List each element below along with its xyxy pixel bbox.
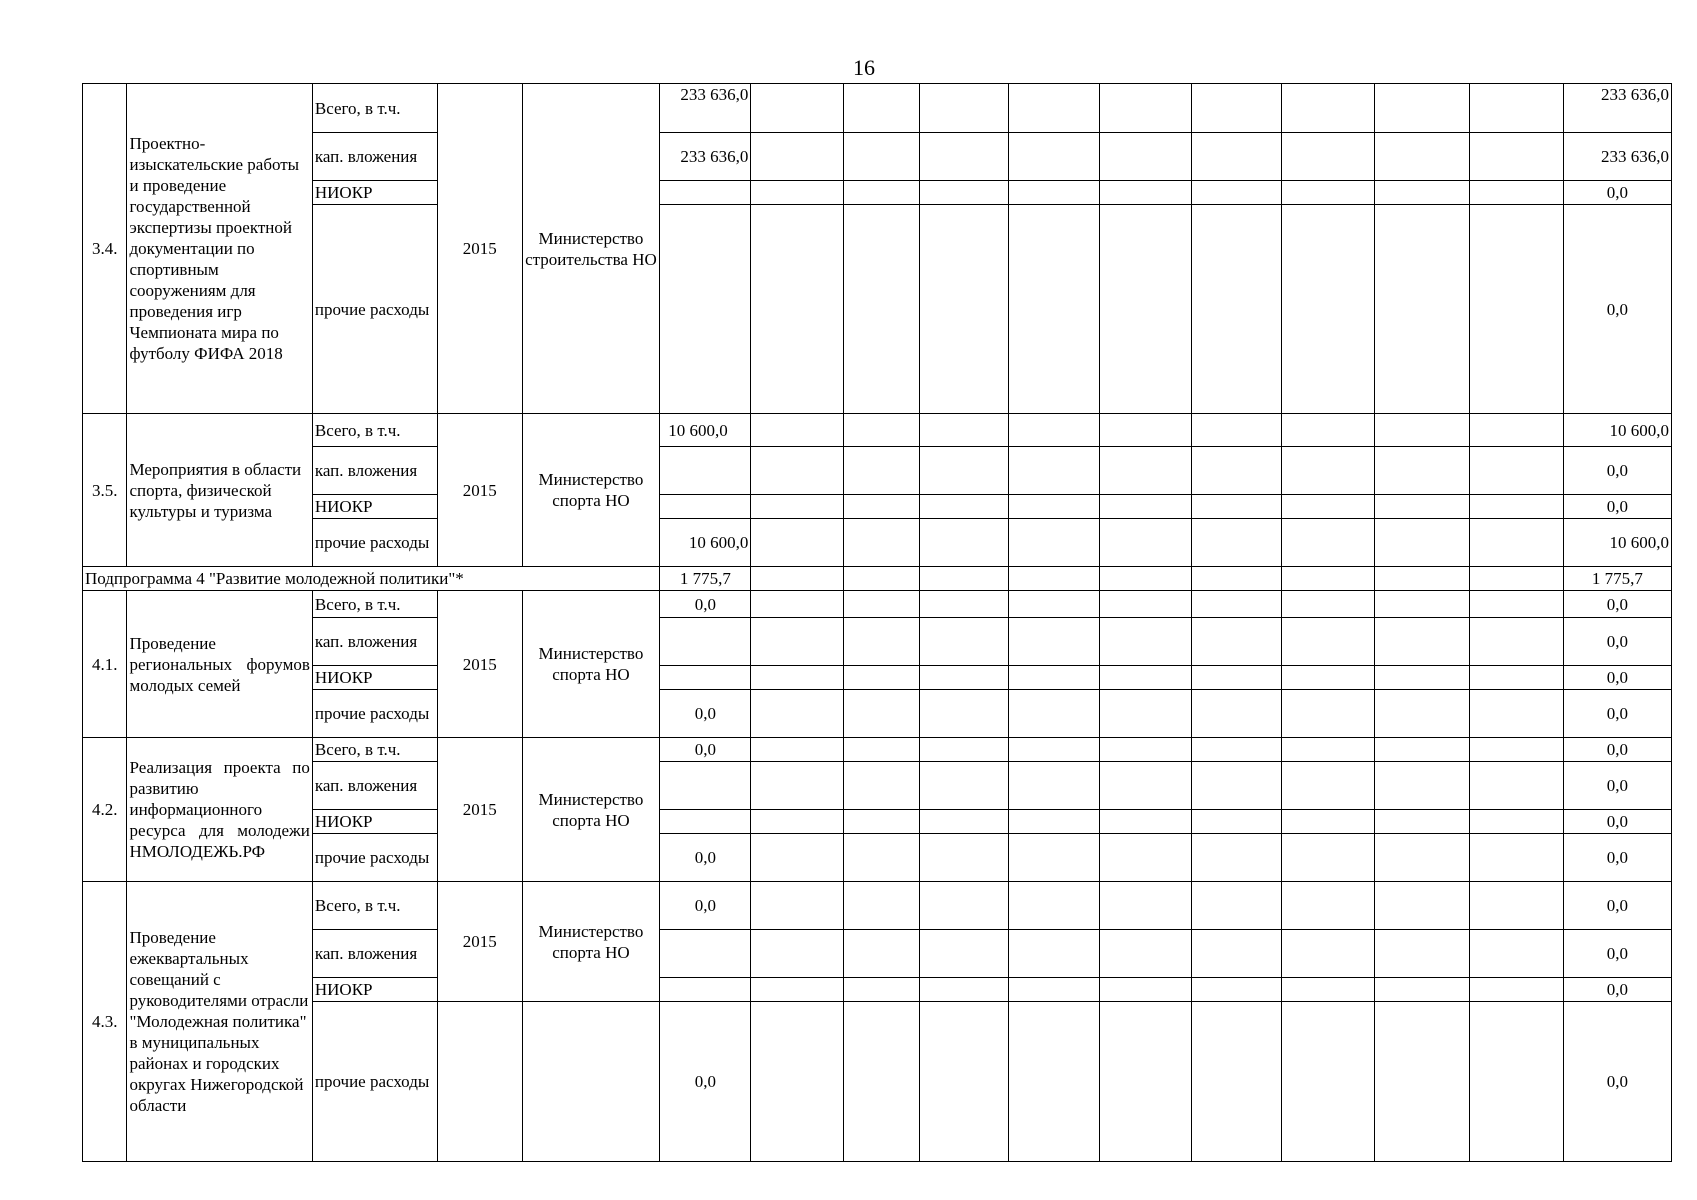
empty-cell xyxy=(1375,762,1469,810)
empty-cell xyxy=(660,930,751,978)
empty-cell xyxy=(1469,447,1563,495)
empty-cell xyxy=(660,762,751,810)
value-cell: 1 775,7 xyxy=(660,567,751,591)
empty-cell xyxy=(1469,762,1563,810)
year: 2015 xyxy=(437,738,522,882)
empty-cell xyxy=(1469,181,1563,205)
empty-cell xyxy=(1008,567,1099,591)
empty-cell xyxy=(1008,1002,1099,1162)
total-cell: 0,0 xyxy=(1563,618,1671,666)
empty-cell xyxy=(1282,930,1375,978)
empty-cell xyxy=(1282,519,1375,567)
empty-cell xyxy=(1008,84,1099,133)
empty-cell xyxy=(660,666,751,690)
empty-cell xyxy=(1099,810,1191,834)
empty-cell xyxy=(1008,882,1099,930)
total-cell: 233 636,0 xyxy=(1563,133,1671,181)
empty-cell xyxy=(1192,495,1282,519)
empty-cell xyxy=(1008,738,1099,762)
empty-cell xyxy=(1282,762,1375,810)
empty-cell xyxy=(843,567,919,591)
total-cell: 10 600,0 xyxy=(1563,519,1671,567)
empty-cell xyxy=(1282,591,1375,618)
empty-cell xyxy=(1192,618,1282,666)
table-row xyxy=(83,447,1672,495)
empty-cell xyxy=(1375,738,1469,762)
empty-cell xyxy=(1282,567,1375,591)
row-number: 4.1. xyxy=(83,591,127,738)
empty-cell xyxy=(751,447,843,495)
empty-cell xyxy=(843,414,919,447)
empty-cell xyxy=(1469,205,1563,414)
empty-cell xyxy=(1469,666,1563,690)
empty-cell xyxy=(660,447,751,495)
empty-cell xyxy=(1375,666,1469,690)
row-type-capital: кап. вложения xyxy=(312,618,437,666)
empty-cell xyxy=(1375,181,1469,205)
total-cell: 0,0 xyxy=(1563,834,1671,882)
empty-cell xyxy=(1282,205,1375,414)
row-type-capital: кап. вложения xyxy=(312,447,437,495)
value-cell: 10 600,0 xyxy=(660,519,751,567)
table-row xyxy=(83,978,1672,1002)
table-row xyxy=(83,591,1672,618)
empty-cell xyxy=(1282,84,1375,133)
empty-cell xyxy=(1192,810,1282,834)
empty-cell xyxy=(1282,978,1375,1002)
total-cell: 1 775,7 xyxy=(1563,567,1671,591)
empty-cell xyxy=(919,205,1008,414)
empty-cell xyxy=(843,618,919,666)
empty-cell xyxy=(1099,567,1191,591)
empty-cell xyxy=(919,618,1008,666)
empty-cell xyxy=(1008,591,1099,618)
empty-cell xyxy=(1008,414,1099,447)
empty-cell xyxy=(751,591,843,618)
empty-cell xyxy=(660,618,751,666)
empty-cell xyxy=(1282,1002,1375,1162)
empty-cell xyxy=(843,205,919,414)
table-row xyxy=(83,181,1672,205)
empty-cell xyxy=(1282,834,1375,882)
total-cell: 0,0 xyxy=(1563,1002,1671,1162)
empty-cell xyxy=(751,495,843,519)
value-cell: 0,0 xyxy=(660,1002,751,1162)
empty-cell xyxy=(1375,690,1469,738)
total-cell: 0,0 xyxy=(1563,978,1671,1002)
empty-cell xyxy=(660,495,751,519)
empty-cell xyxy=(1375,495,1469,519)
empty-cell xyxy=(1099,519,1191,567)
value-cell: 10 600,0 xyxy=(660,414,751,447)
empty-cell xyxy=(843,834,919,882)
empty-cell xyxy=(1469,810,1563,834)
executor: Министерство спорта НО xyxy=(522,882,660,1002)
empty-cell xyxy=(919,181,1008,205)
table-row xyxy=(83,690,1672,738)
empty-cell xyxy=(843,810,919,834)
total-cell: 0,0 xyxy=(1563,495,1671,519)
total-cell: 0,0 xyxy=(1563,762,1671,810)
empty-cell xyxy=(1469,1002,1563,1162)
empty-cell xyxy=(751,690,843,738)
empty-cell xyxy=(1099,930,1191,978)
empty-cell xyxy=(1469,495,1563,519)
table-row xyxy=(83,762,1672,810)
empty-cell xyxy=(843,1002,919,1162)
subprogram-title: Подпрограмма 4 "Развитие молодежной политики"* xyxy=(83,567,660,591)
empty-cell xyxy=(1469,519,1563,567)
total-cell: 0,0 xyxy=(1563,205,1671,414)
empty-cell xyxy=(1008,618,1099,666)
empty-cell xyxy=(919,414,1008,447)
empty-cell xyxy=(1192,519,1282,567)
empty-cell xyxy=(1375,519,1469,567)
empty-cell xyxy=(1282,810,1375,834)
empty-cell xyxy=(843,666,919,690)
empty-cell xyxy=(843,762,919,810)
row-type-capital: кап. вложения xyxy=(312,762,437,810)
row-number: 3.5. xyxy=(83,414,127,567)
empty-cell xyxy=(1192,1002,1282,1162)
table-row xyxy=(83,1002,1672,1162)
empty-cell xyxy=(919,591,1008,618)
empty-cell xyxy=(1099,591,1191,618)
empty-cell xyxy=(1099,666,1191,690)
empty-cell xyxy=(919,495,1008,519)
total-cell: 10 600,0 xyxy=(1563,414,1671,447)
measure-name: Мероприятия в области спорта, физической культуры и туризма xyxy=(127,414,312,567)
empty-cell xyxy=(751,1002,843,1162)
total-cell: 0,0 xyxy=(1563,882,1671,930)
empty-cell xyxy=(919,84,1008,133)
empty-cell xyxy=(1099,205,1191,414)
total-cell: 233 636,0 xyxy=(1563,84,1671,133)
row-type-other: прочие расходы xyxy=(312,205,437,414)
total-cell: 0,0 xyxy=(1563,666,1671,690)
measure-name: Проектно-изыскательские работы и проведение государственной экспертизы проектной документации по спортивным сооружениям для проведения игр Чемпионата мира по футболу ФИФА 2018 xyxy=(127,84,312,414)
row-number: 4.3. xyxy=(83,882,127,1162)
total-cell: 0,0 xyxy=(1563,690,1671,738)
empty-cell xyxy=(751,834,843,882)
empty-cell xyxy=(1099,495,1191,519)
empty-cell xyxy=(1192,738,1282,762)
measure-name: Реализация проекта по развитию информационного ресурса для молодежи НМОЛОДЕЖЬ.РФ xyxy=(127,738,312,882)
value-cell: 0,0 xyxy=(660,882,751,930)
executor: Министерство спорта НО xyxy=(522,591,660,738)
table-row xyxy=(83,519,1672,567)
empty-cell xyxy=(751,882,843,930)
empty-cell xyxy=(751,666,843,690)
empty-cell xyxy=(843,738,919,762)
empty-cell xyxy=(1375,810,1469,834)
empty-cell xyxy=(919,810,1008,834)
executor: Министерство строительства НО xyxy=(522,84,660,414)
empty-cell xyxy=(1099,834,1191,882)
empty-cell xyxy=(843,930,919,978)
table-row xyxy=(83,414,1672,447)
empty-cell xyxy=(1099,84,1191,133)
empty-cell xyxy=(1469,591,1563,618)
empty-cell xyxy=(1008,133,1099,181)
table-row xyxy=(83,834,1672,882)
empty-cell xyxy=(437,1002,522,1162)
empty-cell xyxy=(1192,447,1282,495)
row-type-other: прочие расходы xyxy=(312,690,437,738)
table-row xyxy=(83,84,1672,133)
empty-cell xyxy=(843,519,919,567)
empty-cell xyxy=(1099,738,1191,762)
empty-cell xyxy=(1099,181,1191,205)
empty-cell xyxy=(1192,591,1282,618)
empty-cell xyxy=(1469,930,1563,978)
total-cell: 0,0 xyxy=(1563,738,1671,762)
empty-cell xyxy=(919,882,1008,930)
empty-cell xyxy=(1192,666,1282,690)
row-type-niokr: НИОКР xyxy=(312,978,437,1002)
row-type-niokr: НИОКР xyxy=(312,666,437,690)
empty-cell xyxy=(1375,834,1469,882)
empty-cell xyxy=(751,618,843,666)
empty-cell xyxy=(843,690,919,738)
row-type-niokr: НИОКР xyxy=(312,181,437,205)
empty-cell xyxy=(1099,618,1191,666)
empty-cell xyxy=(751,205,843,414)
empty-cell xyxy=(1375,414,1469,447)
year: 2015 xyxy=(437,84,522,414)
value-cell: 0,0 xyxy=(660,690,751,738)
executor: Министерство спорта НО xyxy=(522,738,660,882)
empty-cell xyxy=(1099,978,1191,1002)
empty-cell xyxy=(1375,567,1469,591)
empty-cell xyxy=(1375,447,1469,495)
total-cell: 0,0 xyxy=(1563,930,1671,978)
empty-cell xyxy=(751,414,843,447)
row-type-all: Всего, в т.ч. xyxy=(312,591,437,618)
empty-cell xyxy=(1008,834,1099,882)
empty-cell xyxy=(1469,84,1563,133)
empty-cell xyxy=(1469,690,1563,738)
empty-cell xyxy=(1008,447,1099,495)
empty-cell xyxy=(1192,930,1282,978)
empty-cell xyxy=(1469,834,1563,882)
executor: Министерство спорта НО xyxy=(522,414,660,567)
row-type-niokr: НИОКР xyxy=(312,495,437,519)
empty-cell xyxy=(1469,414,1563,447)
empty-cell xyxy=(1192,834,1282,882)
table-row xyxy=(83,133,1672,181)
row-number: 4.2. xyxy=(83,738,127,882)
empty-cell xyxy=(1375,618,1469,666)
year: 2015 xyxy=(437,414,522,567)
total-cell: 0,0 xyxy=(1563,447,1671,495)
value-cell: 0,0 xyxy=(660,591,751,618)
empty-cell xyxy=(1282,414,1375,447)
empty-cell xyxy=(1282,133,1375,181)
row-type-capital: кап. вложения xyxy=(312,133,437,181)
table-row xyxy=(83,495,1672,519)
empty-cell xyxy=(751,181,843,205)
empty-cell xyxy=(1375,978,1469,1002)
empty-cell xyxy=(919,834,1008,882)
year: 2015 xyxy=(437,591,522,738)
empty-cell xyxy=(1099,414,1191,447)
budget-table xyxy=(82,83,1672,1162)
empty-cell xyxy=(1375,882,1469,930)
table-row xyxy=(83,738,1672,762)
empty-cell xyxy=(751,519,843,567)
empty-cell xyxy=(751,84,843,133)
table-row xyxy=(83,810,1672,834)
empty-cell xyxy=(1192,205,1282,414)
total-cell: 0,0 xyxy=(1563,591,1671,618)
empty-cell xyxy=(1099,762,1191,810)
row-type-other: прочие расходы xyxy=(312,1002,437,1162)
empty-cell xyxy=(1282,882,1375,930)
empty-cell xyxy=(751,762,843,810)
empty-cell xyxy=(1282,738,1375,762)
empty-cell xyxy=(1008,666,1099,690)
empty-cell xyxy=(843,181,919,205)
empty-cell xyxy=(843,495,919,519)
empty-cell xyxy=(843,882,919,930)
empty-cell xyxy=(751,567,843,591)
measure-name: Проведение ежеквартальных совещаний с руководителями отрасли "Молодежная политика" в муниципальных районах и городских округах Нижегородской области xyxy=(127,882,312,1162)
total-cell: 0,0 xyxy=(1563,810,1671,834)
empty-cell xyxy=(660,205,751,414)
table-row xyxy=(83,666,1672,690)
empty-cell xyxy=(1375,84,1469,133)
empty-cell xyxy=(919,738,1008,762)
row-type-all: Всего, в т.ч. xyxy=(312,882,437,930)
empty-cell xyxy=(751,738,843,762)
empty-cell xyxy=(1099,447,1191,495)
empty-cell xyxy=(1099,882,1191,930)
empty-cell xyxy=(1469,978,1563,1002)
empty-cell xyxy=(919,690,1008,738)
empty-cell xyxy=(1375,930,1469,978)
page-number: 16 xyxy=(853,55,875,80)
empty-cell xyxy=(1282,690,1375,738)
table-row xyxy=(83,205,1672,414)
empty-cell xyxy=(919,567,1008,591)
row-type-all: Всего, в т.ч. xyxy=(312,414,437,447)
empty-cell xyxy=(1192,133,1282,181)
empty-cell xyxy=(843,591,919,618)
row-type-all: Всего, в т.ч. xyxy=(312,84,437,133)
row-type-all: Всего, в т.ч. xyxy=(312,738,437,762)
empty-cell xyxy=(1192,567,1282,591)
empty-cell xyxy=(1008,495,1099,519)
value-cell: 233 636,0 xyxy=(660,84,751,133)
empty-cell xyxy=(1008,205,1099,414)
row-type-other: прочие расходы xyxy=(312,519,437,567)
empty-cell xyxy=(660,978,751,1002)
empty-cell xyxy=(1099,690,1191,738)
empty-cell xyxy=(1192,762,1282,810)
value-cell: 233 636,0 xyxy=(660,133,751,181)
empty-cell xyxy=(1469,618,1563,666)
empty-cell xyxy=(1282,666,1375,690)
year: 2015 xyxy=(437,882,522,1002)
empty-cell xyxy=(1192,690,1282,738)
row-type-other: прочие расходы xyxy=(312,834,437,882)
empty-cell xyxy=(1192,84,1282,133)
empty-cell xyxy=(1282,495,1375,519)
measure-name: Проведение региональных форумов молодых семей xyxy=(127,591,312,738)
empty-cell xyxy=(1282,618,1375,666)
empty-cell xyxy=(1469,882,1563,930)
empty-cell xyxy=(919,133,1008,181)
total-cell: 0,0 xyxy=(1563,181,1671,205)
empty-cell xyxy=(1008,810,1099,834)
subprogram-row xyxy=(83,567,1672,591)
empty-cell xyxy=(751,930,843,978)
empty-cell xyxy=(751,133,843,181)
empty-cell xyxy=(843,133,919,181)
empty-cell xyxy=(919,762,1008,810)
table-row xyxy=(83,882,1672,930)
empty-cell xyxy=(522,1002,660,1162)
empty-cell xyxy=(1282,447,1375,495)
table-row xyxy=(83,618,1672,666)
empty-cell xyxy=(751,810,843,834)
value-cell: 0,0 xyxy=(660,834,751,882)
empty-cell xyxy=(1282,181,1375,205)
empty-cell xyxy=(1008,930,1099,978)
row-type-niokr: НИОКР xyxy=(312,810,437,834)
empty-cell xyxy=(1192,181,1282,205)
empty-cell xyxy=(1375,1002,1469,1162)
empty-cell xyxy=(919,519,1008,567)
empty-cell xyxy=(1008,978,1099,1002)
empty-cell xyxy=(1008,181,1099,205)
empty-cell xyxy=(1008,762,1099,810)
empty-cell xyxy=(1375,205,1469,414)
empty-cell xyxy=(919,930,1008,978)
empty-cell xyxy=(919,1002,1008,1162)
empty-cell xyxy=(1192,414,1282,447)
empty-cell xyxy=(843,84,919,133)
empty-cell xyxy=(1469,738,1563,762)
empty-cell xyxy=(1469,133,1563,181)
empty-cell xyxy=(1008,519,1099,567)
empty-cell xyxy=(919,666,1008,690)
empty-cell xyxy=(1375,133,1469,181)
empty-cell xyxy=(919,447,1008,495)
empty-cell xyxy=(1099,1002,1191,1162)
empty-cell xyxy=(1008,690,1099,738)
row-number: 3.4. xyxy=(83,84,127,414)
row-type-capital: кап. вложения xyxy=(312,930,437,978)
empty-cell xyxy=(919,978,1008,1002)
empty-cell xyxy=(1469,567,1563,591)
empty-cell xyxy=(843,978,919,1002)
table-row xyxy=(83,930,1672,978)
empty-cell xyxy=(660,181,751,205)
empty-cell xyxy=(1192,882,1282,930)
empty-cell xyxy=(1375,591,1469,618)
empty-cell xyxy=(660,810,751,834)
empty-cell xyxy=(843,447,919,495)
value-cell: 0,0 xyxy=(660,738,751,762)
empty-cell xyxy=(751,978,843,1002)
empty-cell xyxy=(1099,133,1191,181)
empty-cell xyxy=(1192,978,1282,1002)
